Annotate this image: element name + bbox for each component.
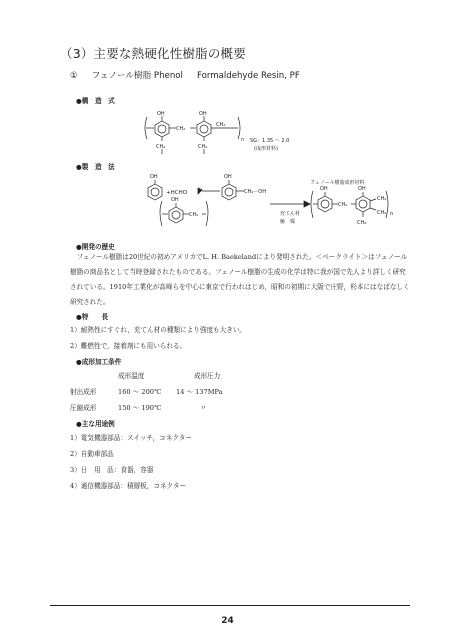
molding-row-pressure: 〃 (200, 404, 207, 412)
subtitle-jp: フェノール樹脂 Phenol (91, 71, 183, 81)
hcho-label: +HCHO (166, 190, 188, 196)
prepolymer-oh: OH (171, 197, 179, 203)
molding-row-label: 射出成形 (70, 388, 97, 396)
filler-label: 充てん材 (280, 211, 301, 217)
subtitle-en: Formaldehyde Resin, PF (196, 71, 300, 81)
product-n: n (390, 211, 394, 217)
features-heading: ●特 長 (76, 313, 109, 321)
page-title: （3）主要な熱硬化性樹脂の概要 (60, 46, 246, 61)
sg-label: SG：1.35 ～ 2.0 (250, 138, 290, 144)
molding-row-label: 圧縮成形 (70, 404, 97, 412)
product-title: フェノール樹脂成形材料 (310, 180, 365, 186)
uses-heading: ●主な用途例 (76, 420, 115, 428)
history-paragraph: フェノール樹脂は20世紀の初めアメリカでL. H. Baekelandにより発明された。＜ベークライト＞はフェノール樹脂の商品名として当時登録されたものである。フェノール樹脂の生成の化学は特に我が国で先人より詳しく研究されている。1910年工業化が高峰らを中心に東京で行われはじめ，昭和の初期に大阪で庄野，杉本にはなばなしく研究された。 (70, 253, 410, 306)
production-reaction-diagram (140, 171, 415, 241)
phenol-oh: OH (150, 174, 158, 180)
use-item-2: 2）自動車部品 (70, 450, 114, 458)
molding-row-pressure: 14 ～ 137MPa (176, 388, 223, 396)
ch2-label-3: CH₂ (156, 144, 166, 150)
product-ch2-4: CH₂ (357, 220, 367, 226)
ch2-label-2: CH₂ (216, 122, 226, 128)
ch2-label-1: CH₂ (176, 126, 186, 132)
page-number: 24 (221, 616, 234, 626)
molding-row-temp: 160 ～ 200℃ (118, 388, 162, 396)
feature-item-1: 1）耐熱性にすぐれ，充てん材の種類により強度も大きい。 (70, 326, 247, 334)
subtitle-number: ① (70, 71, 78, 81)
oh-label-1: OH (157, 111, 165, 117)
product-oh-1: OH (320, 186, 328, 192)
ch2oh-label: CH₂－OH (244, 189, 266, 195)
oh-label-2: OH (199, 111, 207, 117)
production-heading: ●製 造 法 (76, 163, 115, 171)
product-ch2-2: CH₂ (377, 196, 387, 202)
molding-col-temp: 成形温度 (118, 372, 145, 380)
sg-note: (成形材料) (254, 146, 278, 152)
product-oh-2: OH (358, 186, 366, 192)
use-item-3: 3）日 用 品：食器，容器 (70, 466, 154, 474)
molding-heading: ●成形加工条件 (76, 358, 122, 366)
prepolymer-ch2: CH₂ (189, 212, 199, 218)
subtitle (70, 69, 300, 81)
structure-heading: ●構 造 式 (76, 97, 115, 105)
use-item-4: 4）通信機器部品：積層板，コネクター (70, 482, 187, 490)
use-item-1: 1）電気機器部品：スイッチ，コネクター (70, 434, 193, 442)
n-label: n (241, 137, 245, 143)
molding-row-temp: 150 ～ 190℃ (118, 404, 162, 412)
product-ch2-3: CH₂ (377, 210, 387, 216)
methylol-oh: OH (224, 174, 232, 180)
molding-col-pressure: 成形圧力 (194, 372, 221, 380)
feature-item-2: 2）難燃性で，接着剤にも用いられる。 (70, 342, 187, 350)
product-ch2-1: CH₂ (338, 202, 348, 208)
footer-rule (50, 605, 410, 606)
history-heading: ●開発の歴史 (76, 243, 115, 251)
structural-formula-diagram (140, 108, 330, 158)
ch2-label-4: CH₂ (198, 144, 208, 150)
catalyst-label: 触 媒 (280, 219, 296, 225)
